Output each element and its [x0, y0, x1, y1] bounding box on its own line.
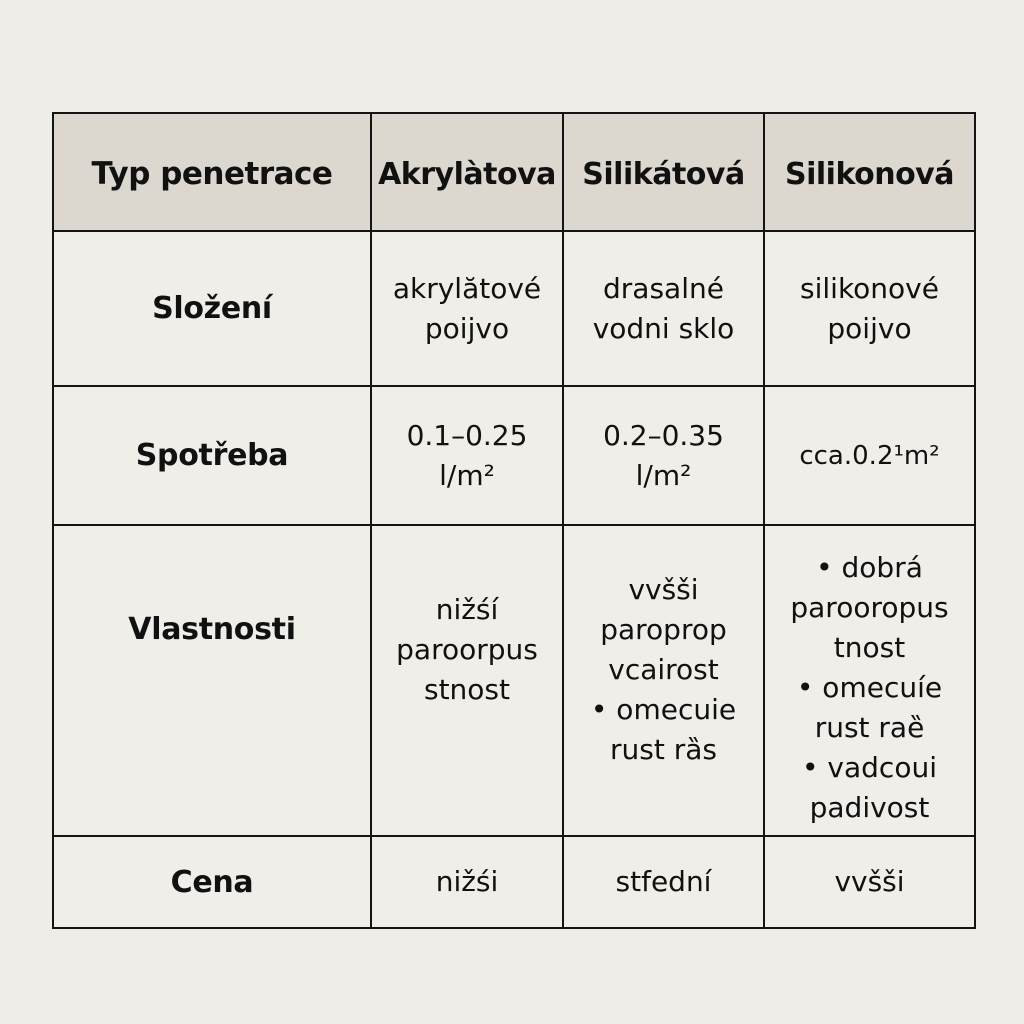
cell-line: l/m² — [439, 458, 495, 492]
header-type: Typ penetrace — [53, 113, 371, 231]
cell-line: vvšši — [834, 865, 905, 898]
table-row-composition — [53, 231, 975, 386]
cell-line: parooropus — [790, 591, 949, 624]
cell-line: l/m² — [635, 458, 692, 492]
row-label-properties: Vlastnosti — [53, 525, 371, 836]
row-label-price: Cena — [53, 836, 371, 928]
cell-properties-silicate — [563, 525, 764, 836]
table-row-consumption — [53, 386, 975, 525]
cell-line: drasalné — [603, 271, 724, 305]
cell-consumption-silicone — [764, 386, 975, 525]
header-silicate: Silikátová — [563, 113, 764, 231]
cell-line: cca.0.2¹m² — [799, 440, 940, 471]
cell-price-silicone — [764, 836, 975, 928]
cell-line: poijvo — [827, 311, 912, 345]
cell-line: nižśí — [435, 593, 499, 626]
header-row — [53, 113, 975, 231]
cell-line: paroprop — [600, 613, 727, 646]
cell-properties-acrylic — [371, 525, 563, 836]
penetration-comparison-table — [52, 112, 976, 929]
cell-consumption-silicate — [563, 386, 764, 525]
cell-line: tnost — [833, 631, 906, 664]
cell-line: • vadcoui — [802, 751, 937, 784]
cell-price-silicate — [563, 836, 764, 928]
cell-line: vcairost — [608, 653, 719, 686]
cell-line: 0.2–0.35 — [603, 418, 724, 452]
cell-line: padivost — [809, 791, 930, 824]
cell-line: poijvo — [424, 311, 510, 345]
cell-composition-silicone — [764, 231, 975, 386]
cell-line: • omecuie — [590, 693, 737, 726]
table-row-price — [53, 836, 975, 928]
cell-line: stnost — [423, 673, 510, 706]
cell-line: vodni sklo — [592, 311, 735, 345]
cell-line: akrylătové — [392, 271, 542, 305]
cell-line: rust raȅ — [814, 711, 925, 744]
cell-line: vvšši — [628, 573, 699, 606]
cell-price-acrylic — [371, 836, 563, 928]
cell-line: • dobrá — [816, 551, 923, 584]
cell-line: paroorpus — [396, 633, 538, 666]
comparison-table-container — [52, 112, 974, 927]
row-label-consumption: Spotřeba — [53, 386, 371, 525]
cell-line: stfední — [615, 865, 712, 898]
header-silicone: Silikonová — [764, 113, 975, 231]
cell-composition-acrylic — [371, 231, 563, 386]
row-label-composition: Složení — [53, 231, 371, 386]
cell-properties-silicone — [764, 525, 975, 836]
cell-line: 0.1–0.25 — [406, 418, 528, 452]
cell-line: silikonové — [800, 271, 939, 305]
cell-line: • omecuíe — [796, 671, 943, 704]
cell-line: nižśi — [435, 865, 499, 898]
cell-line: rust rȁs — [610, 733, 717, 766]
header-acrylic: Akrylàtova — [371, 113, 563, 231]
cell-consumption-acrylic — [371, 386, 563, 525]
table-row-properties — [53, 525, 975, 836]
cell-composition-silicate — [563, 231, 764, 386]
